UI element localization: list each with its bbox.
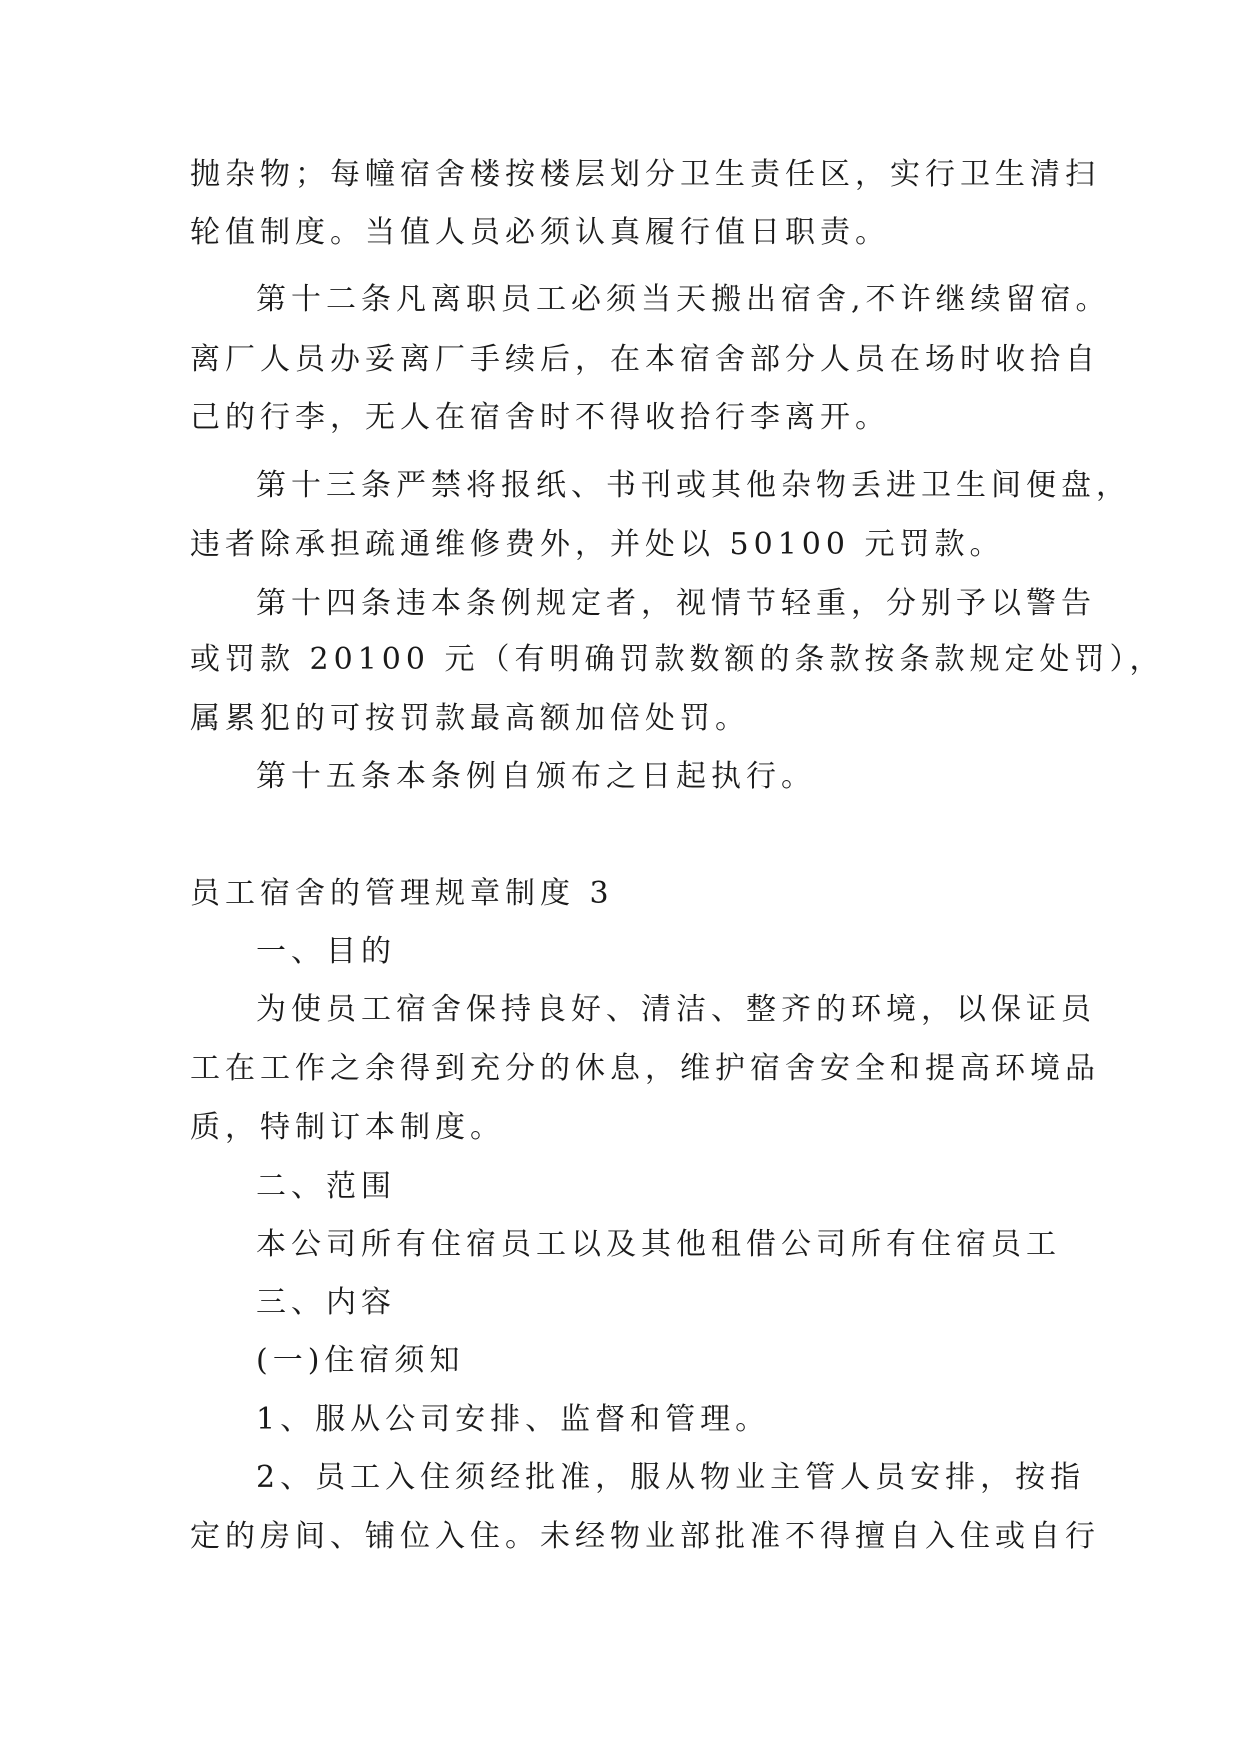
paragraph-line: 工在工作之余得到充分的休息，维护宿舍安全和提高环境品 — [190, 1051, 1100, 1086]
subsection-heading: 三、内容 — [256, 1285, 396, 1320]
list-item: 1、服从公司安排、监督和管理。 — [256, 1402, 771, 1437]
paragraph-line: 第十四条违本条例规定者，视情节轻重，分别予以警告 — [256, 586, 1096, 621]
paragraph-line: 定的房间、铺位入住。未经物业部批准不得擅自入住或自行 — [190, 1519, 1100, 1554]
paragraph-line: 抛杂物；每幢宿舍楼按楼层划分卫生责任区，实行卫生清扫 — [190, 157, 1100, 192]
list-item: 2、员工入住须经批准，服从物业主管人员安排，按指 — [256, 1460, 1086, 1495]
section-heading: 员工宿舍的管理规章制度 3 — [190, 876, 614, 911]
subsection-heading: 一、目的 — [256, 934, 396, 969]
paragraph-line: 质，特制订本制度。 — [190, 1110, 505, 1145]
paragraph-line: 违者除承担疏通维修费外，并处以 50100 元罚款。 — [190, 527, 1005, 562]
subsection-heading: (一)住宿须知 — [256, 1343, 465, 1378]
paragraph-line: 轮值制度。当值人员必须认真履行值日职责。 — [190, 215, 890, 250]
paragraph-line: 己的行李，无人在宿舍时不得收拾行李离开。 — [190, 400, 890, 435]
paragraph-line: 或罚款 20100 元（有明确罚款数额的条款按条款规定处罚）， — [190, 642, 1165, 677]
paragraph-line: 为使员工宿舍保持良好、清洁、整齐的环境，以保证员 — [256, 992, 1096, 1027]
paragraph-line: 属累犯的可按罚款最高额加倍处罚。 — [190, 701, 750, 736]
subsection-heading: 二、范围 — [256, 1169, 396, 1204]
paragraph-line: 第十二条凡离职员工必须当天搬出宿舍,不许继续留宿。 — [256, 282, 1111, 317]
paragraph-line: 离厂人员办妥离厂手续后，在本宿舍部分人员在场时收拾自 — [190, 342, 1100, 377]
paragraph-line: 第十五条本条例自颁布之日起执行。 — [256, 759, 816, 794]
paragraph-line: 第十三条严禁将报纸、书刊或其他杂物丢进卫生间便盘， — [256, 468, 1131, 503]
paragraph-line: 本公司所有住宿员工以及其他租借公司所有住宿员工 — [256, 1227, 1061, 1262]
